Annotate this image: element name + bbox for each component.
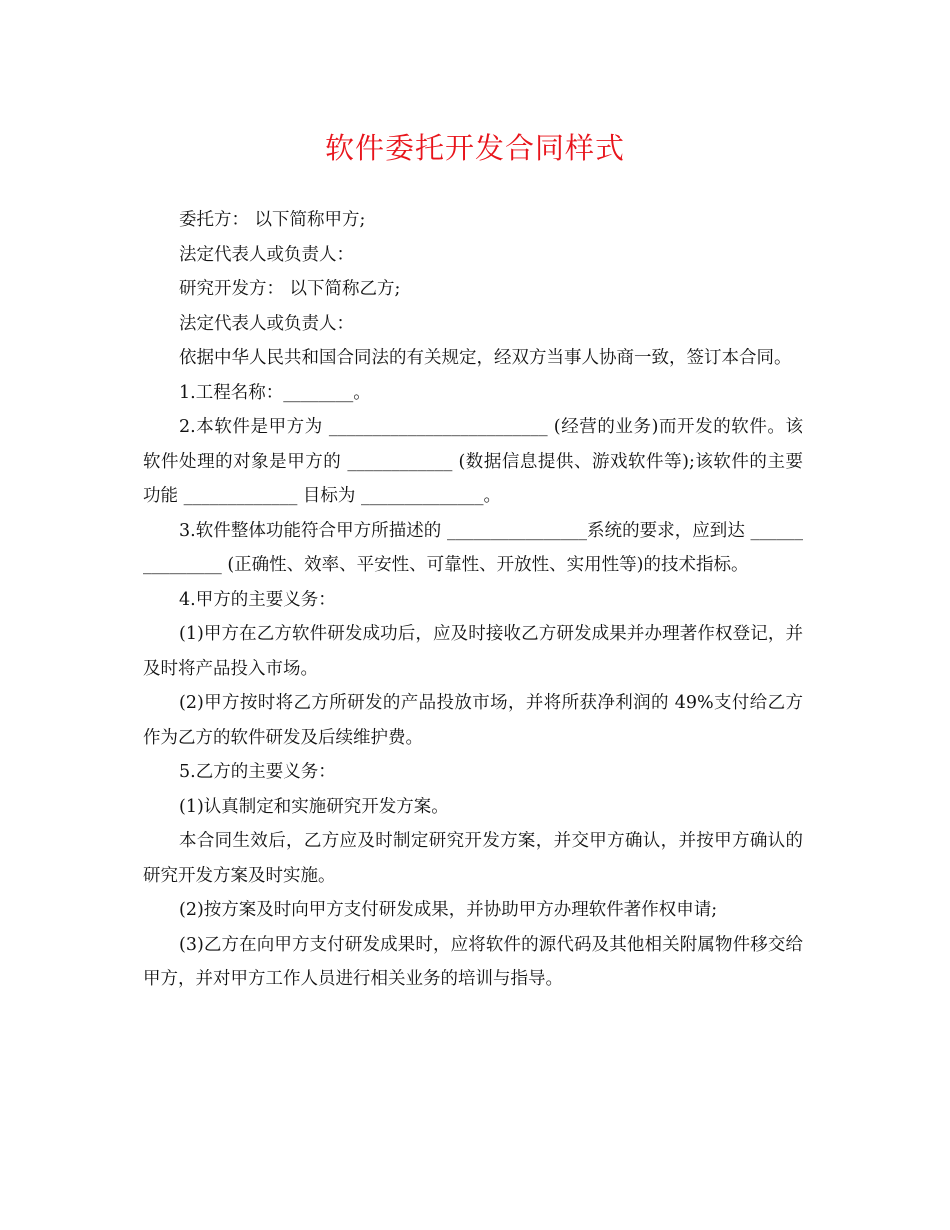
section-heading-developer-obligations: 5.乙方的主要义务：: [179, 762, 336, 782]
section-heading-client-obligations: 4.甲方的主要义务：: [179, 589, 336, 610]
clause-software-purpose: 2.本软件是甲方为 _________________________ (经营的业务)而开发的软件。该软件处理的对象是甲方的 ____________ (数据信息提供、游戏软件等);该软件的主要功能 _____________ 目标为 ______________。: [143, 417, 803, 506]
clause-developer: 研究开发方： 以下简称乙方;: [179, 279, 401, 299]
clause-client-representative: 法定代表人或负责人：: [179, 244, 354, 265]
document-title: 软件委托开发合同样式: [324, 131, 625, 165]
document-body: [143, 203, 803, 997]
clause-client: 委托方： 以下简称甲方;: [179, 210, 366, 230]
developer-obligation-1-detail: 本合同生效后，乙方应及时制定研究开发方案，并交甲方确认，并按甲方确认的研究开发方案及时实施。: [143, 831, 803, 886]
developer-obligation-1: (1)认真制定和实施研究开发方案。: [179, 796, 449, 817]
clause-developer-representative: 法定代表人或负责人：: [179, 313, 354, 334]
preamble-paragraph: 依据中华人民共和国合同法的有关规定，经双方当事人协商一致，签订本合同。: [179, 348, 792, 368]
clause-project-name: 1.工程名称：________。: [179, 382, 371, 403]
developer-obligation-3: (3)乙方在向甲方支付研发成果时，应将软件的源代码及其他相关附属物件移交给甲方，并对甲方工作人员进行相关业务的培训与指导。: [143, 934, 803, 989]
clause-functional-requirements: 3.软件整体功能符合甲方所描述的 ________________系统的要求，应到达 _______________ (正确性、效率、平安性、可靠性、开放性、实用性等)的技术指标。: [143, 520, 803, 575]
developer-obligation-2: (2)按方案及时向甲方支付研发成果，并协助甲方办理软件著作权申请;: [179, 900, 718, 920]
client-obligation-1: (1)甲方在乙方软件研发成功后，应及时接收乙方研发成果并办理著作权登记，并及时将产品投入市场。: [143, 624, 803, 679]
client-obligation-2: (2)甲方按时将乙方所研发的产品投放市场，并将所获净利润的 49%支付给乙方作为乙方的软件研发及后续维护费。: [143, 693, 803, 748]
